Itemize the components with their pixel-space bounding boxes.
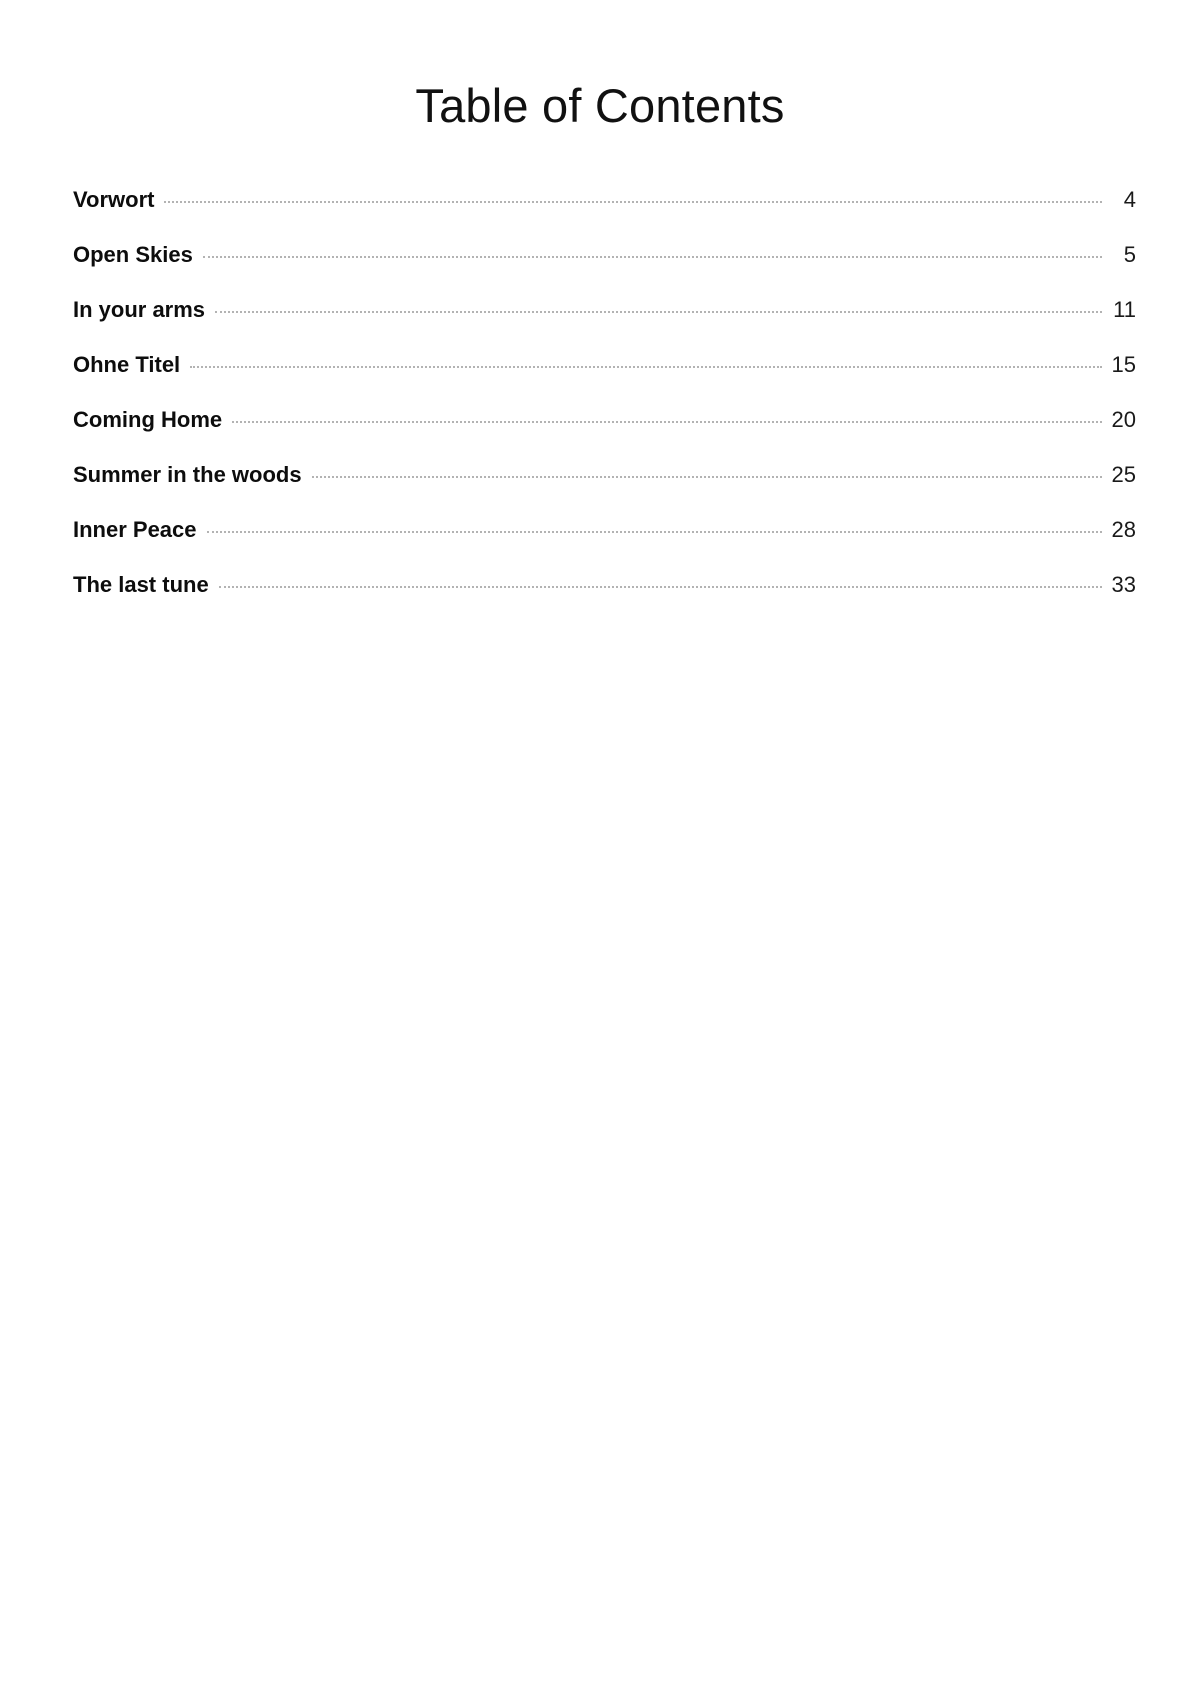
toc-entry-page-number: 11 xyxy=(1113,297,1136,322)
dot-leader xyxy=(232,421,1102,423)
toc-entry-title: Vorwort xyxy=(73,187,155,212)
toc-entry-coming-home[interactable] xyxy=(73,400,1136,455)
toc-entry-title: Inner Peace xyxy=(73,517,197,542)
toc-entry-in-your-arms[interactable] xyxy=(73,290,1136,345)
toc-entry-page-number: 25 xyxy=(1111,462,1136,487)
dot-leader xyxy=(219,586,1102,588)
page-title: Table of Contents xyxy=(415,79,785,132)
dot-leader xyxy=(203,256,1102,258)
toc-entry-page-number: 15 xyxy=(1111,352,1136,377)
dot-leader xyxy=(312,476,1102,478)
toc-entry-vorwort[interactable] xyxy=(73,180,1136,235)
toc-entry-inner-peace[interactable] xyxy=(73,510,1136,565)
toc-entry-title: Summer in the woods xyxy=(73,462,302,487)
toc-entry-title: The last tune xyxy=(73,572,209,597)
toc-entry-ohne-titel[interactable] xyxy=(73,345,1136,400)
toc-entry-title: Coming Home xyxy=(73,407,223,432)
toc-entry-title: Ohne Titel xyxy=(73,352,181,377)
toc-entry-page-number: 33 xyxy=(1111,572,1136,597)
toc-entry-page-number: 5 xyxy=(1123,242,1136,267)
toc-entry-title: In your arms xyxy=(73,297,206,322)
toc-entry-page-number: 28 xyxy=(1111,517,1136,542)
toc-entry-page-number: 20 xyxy=(1111,407,1136,432)
toc-entry-summer-in-the-woods[interactable] xyxy=(73,455,1136,510)
toc-entry-open-skies[interactable] xyxy=(73,235,1136,290)
toc-entry-title: Open Skies xyxy=(73,242,193,267)
toc-list xyxy=(73,180,1136,620)
dot-leader xyxy=(207,531,1102,533)
toc-entry-the-last-tune[interactable] xyxy=(73,565,1136,620)
dot-leader xyxy=(190,366,1102,368)
dot-leader xyxy=(164,201,1102,203)
toc-entry-page-number: 4 xyxy=(1123,187,1136,212)
dot-leader xyxy=(215,311,1102,313)
